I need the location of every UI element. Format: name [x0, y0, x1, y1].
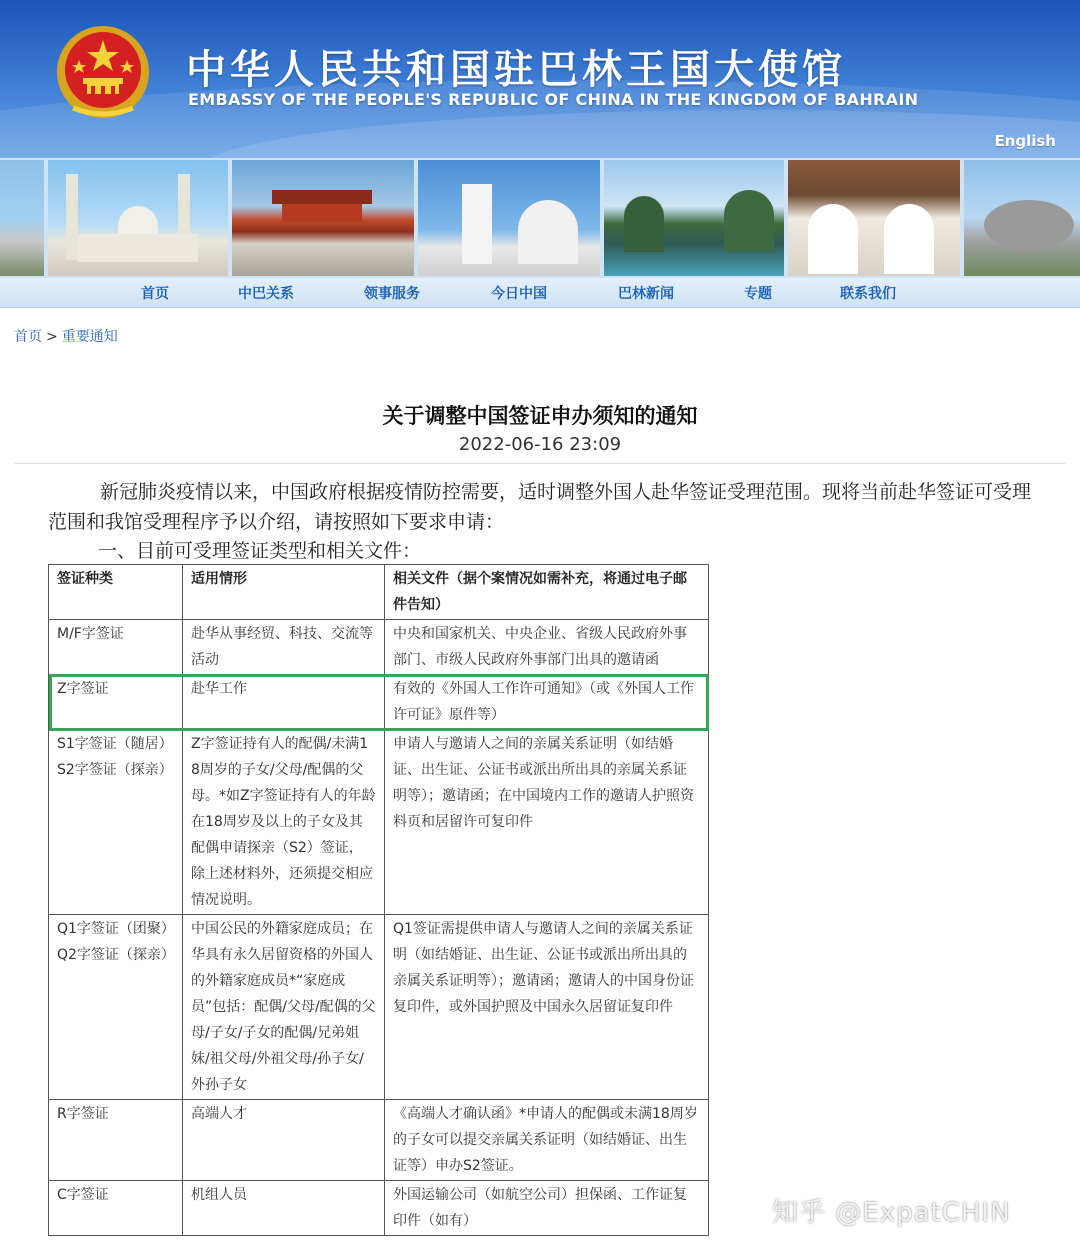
table-row — [49, 1181, 709, 1236]
cell-applicable-case: 高端人才 — [183, 1100, 385, 1181]
photo-forbidden-city — [232, 160, 414, 276]
cell-visa-type: Q1字签证（团聚）Q2字签证（探亲） — [49, 915, 183, 1100]
header-visa-type: 签证种类 — [49, 565, 183, 620]
cell-visa-type: S1字签证（随居）S2字签证（探亲） — [49, 730, 183, 915]
cell-documents: 中央和国家机关、中央企业、省级人民政府外事部门、市级人民政府外事部门出具的邀请函 — [385, 620, 709, 675]
nav-item-contact-us[interactable]: 联系我们 — [840, 286, 896, 302]
cell-applicable-case: 赴华工作 — [183, 675, 385, 730]
photo-stadium-left — [0, 160, 44, 276]
cell-documents: Q1签证需提供申请人与邀请人之间的亲属关系证明（如结婚证、出生证、公证书或派出所出具的亲属关系证明等）；邀请函；邀请人的中国身份证复印件，或外国护照及中国永久居留证复印件 — [385, 915, 709, 1100]
breadcrumb — [14, 326, 118, 346]
cell-visa-type: M/F字签证 — [49, 620, 183, 675]
cell-documents: 外国运输公司（如航空公司）担保函、工作证复印件（如有） — [385, 1181, 709, 1236]
breadcrumb-separator: > — [46, 329, 58, 345]
site-title-en: EMBASSY OF THE PEOPLE'S REPUBLIC OF CHINA IN THE KINGDOM OF BAHRAIN — [188, 90, 919, 109]
cell-applicable-case: 中国公民的外籍家庭成员；在华具有永久居留资格的外国人的外籍家庭成员*“家庭成员”包括：配偶/父母/配偶的父母/子女/子女的配偶/兄弟姐妹/祖父母/外祖父母/孙子女/外孙子女 — [183, 915, 385, 1100]
nav-item-topics[interactable]: 专题 — [744, 286, 772, 302]
nav-item-bahrain-news[interactable]: 巴林新闻 — [618, 286, 674, 302]
section-heading: 一、目前可受理签证类型和相关文件： — [98, 540, 422, 562]
cell-documents: 申请人与邀请人之间的亲属关系证明（如结婚证、出生证、公证书或派出所出具的亲属关系证明等）；邀请函；在中国境内工作的邀请人护照资料页和居留许可复印件 — [385, 730, 709, 915]
title-divider — [14, 463, 1066, 464]
cell-applicable-case: 机组人员 — [183, 1181, 385, 1236]
cell-visa-type: Z字签证 — [49, 675, 183, 730]
photo-white-building — [418, 160, 600, 276]
article-intro: 新冠肺炎疫情以来，中国政府根据疫情防控需要，适时调整外国人赴华签证受理范围。现将当前赴华签证可受理范围和我馆受理程序予以介绍，请按照如下要求申请： — [48, 481, 1032, 533]
table-row — [49, 1100, 709, 1181]
table-row — [49, 915, 709, 1100]
photo-mosque — [48, 160, 228, 276]
cell-documents: 有效的《外国人工作许可通知》（或《外国人工作许可证》原件等） — [385, 675, 709, 730]
breadcrumb-home-link[interactable]: 首页 — [14, 329, 42, 345]
cell-applicable-case: Z字签证持有人的配偶/未满18周岁的子女/父母/配偶的父母。*如Z字签证持有人的年龄在18周岁及以上的子女及其配偶申请探亲（S2）签证，除上述材料外，还须提交相应情况说明。 — [183, 730, 385, 915]
nav-item-home[interactable]: 首页 — [141, 286, 169, 302]
photo-arches — [788, 160, 960, 276]
article-title: 关于调整中国签证申办须知的通知 — [382, 404, 698, 428]
table-header-row — [49, 565, 709, 620]
header-applicable-case: 适用情形 — [183, 565, 385, 620]
english-language-link[interactable]: English — [994, 132, 1056, 150]
nav-item-china-today[interactable]: 今日中国 — [491, 286, 547, 302]
cell-documents: 《高端人才确认函》*申请人的配偶或未满18周岁的子女可以提交亲属关系证明（如结婚证、出生证等）申办S2签证。 — [385, 1100, 709, 1181]
cell-visa-type: C字签证 — [49, 1181, 183, 1236]
national-emblem-icon — [55, 22, 151, 122]
header-documents: 相关文件（据个案情况如需补充，将通过电子邮件告知） — [385, 565, 709, 620]
visa-types-table — [48, 564, 709, 1236]
table-row — [49, 620, 709, 675]
breadcrumb-current-link[interactable]: 重要通知 — [61, 329, 118, 345]
table-row — [49, 675, 709, 730]
header-banner — [0, 0, 1080, 158]
nav-item-consular-services[interactable]: 领事服务 — [364, 286, 420, 302]
cell-applicable-case: 赴华从事经贸、科技、交流等活动 — [183, 620, 385, 675]
cell-visa-type: R字签证 — [49, 1100, 183, 1181]
photo-halong-bay — [604, 160, 784, 276]
nav-item-china-bahrain-relations[interactable]: 中巴关系 — [238, 286, 294, 302]
article-date: 2022-06-16 23:09 — [458, 434, 622, 455]
zhihu-watermark: 知乎 @ExpatCHIN — [772, 1198, 1011, 1228]
main-nav — [0, 278, 1080, 308]
table-row — [49, 730, 709, 915]
photo-strip — [0, 158, 1080, 278]
site-title-cn: 中华人民共和国驻巴林王国大使馆 — [186, 47, 846, 93]
photo-birds-nest — [964, 160, 1080, 276]
